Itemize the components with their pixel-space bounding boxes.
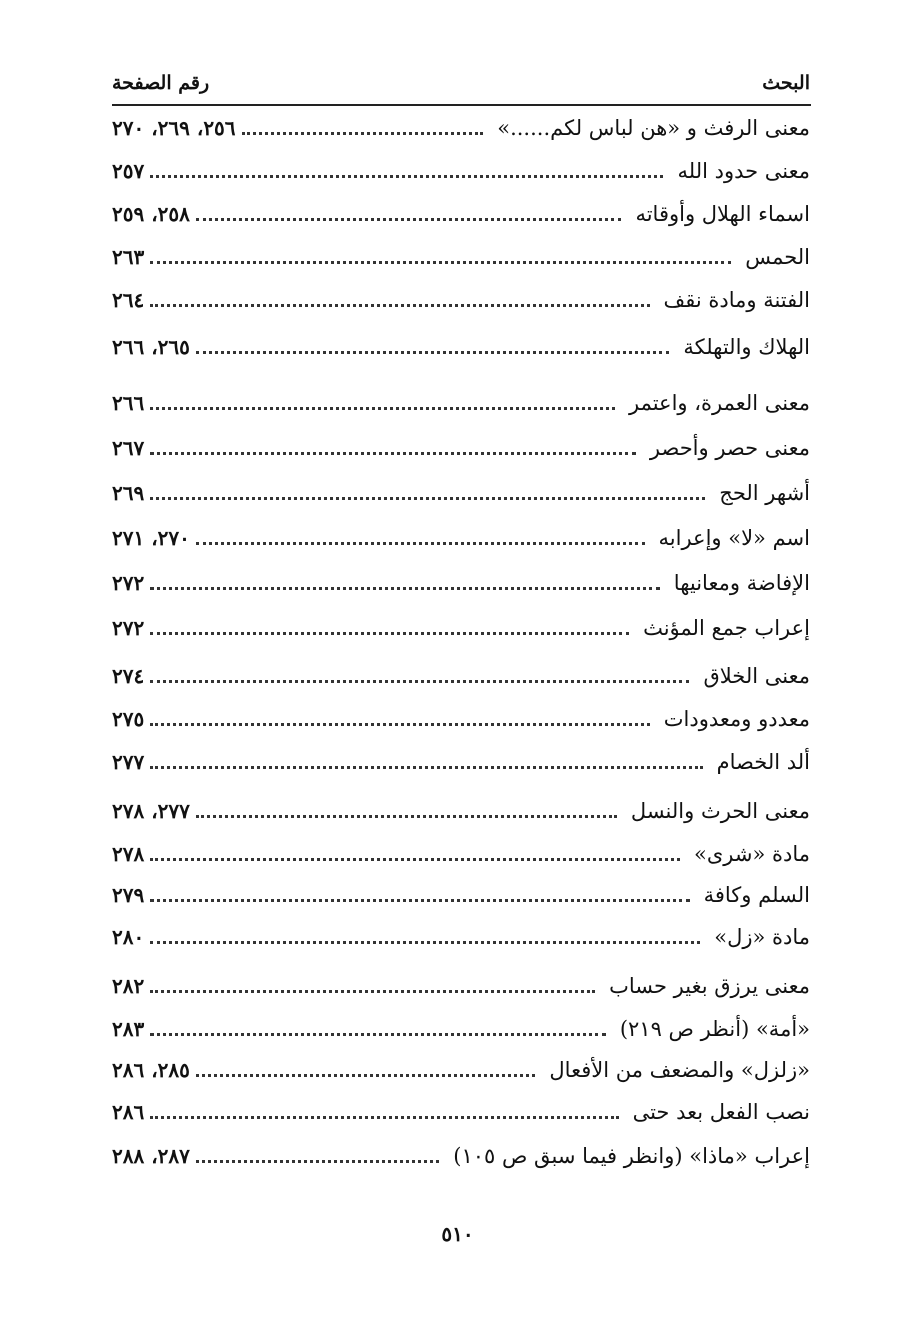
- page-number-column-heading: رقم الصفحة: [112, 72, 210, 94]
- toc-entry-title: معنى الخلاق: [703, 664, 810, 688]
- toc-entry-title: نصب الفعل بعد حتى: [632, 1100, 810, 1124]
- leader-dots: [150, 723, 650, 726]
- toc-entry: [112, 793, 810, 829]
- toc-entry: [112, 744, 810, 780]
- toc-entry-pages: ٢٦٧: [112, 436, 145, 460]
- toc-entry-pages: ٢٧٢: [112, 571, 145, 595]
- toc-entry-pages: ٢٨٥، ٢٨٦: [112, 1058, 190, 1082]
- topic-column-heading: البحث: [762, 72, 810, 94]
- toc-entry-pages: ٢٨٣: [112, 1017, 145, 1041]
- toc-entry-title: اسم «لا» وإعرابه: [658, 526, 810, 550]
- toc-entry-title: إعراب جمع المؤنث: [643, 616, 810, 640]
- toc-entry: [112, 658, 810, 694]
- toc-entry: [112, 196, 810, 232]
- leader-dots: [150, 304, 649, 307]
- toc-entry-title: «أمة» (أنظر ص ٢١٩): [619, 1017, 810, 1041]
- toc-entry-title: الإفاضة ومعانيها: [673, 571, 810, 595]
- toc-entry-title: مادة «زل»: [714, 925, 810, 949]
- header-rule: [112, 104, 811, 106]
- leader-dots: [196, 218, 622, 221]
- toc-entry-pages: ٢٧٩: [112, 883, 145, 907]
- toc-entry-pages: ٢٨٠: [112, 925, 145, 949]
- leader-dots: [242, 132, 484, 135]
- toc-entry-title: السلم وكافة: [703, 883, 810, 907]
- leader-dots: [150, 899, 689, 902]
- toc-entry-pages: ٢٥٦، ٢٦٩، ٢٧٠: [112, 116, 236, 140]
- toc-entry-pages: ٢٨٧، ٢٨٨: [112, 1144, 190, 1168]
- toc-entry: [112, 110, 810, 146]
- leader-dots: [196, 1160, 439, 1163]
- leader-dots: [150, 1033, 606, 1036]
- leader-dots: [150, 497, 705, 500]
- toc-entry: [112, 430, 810, 466]
- toc-entry-title: اسماء الهلال وأوقاته: [635, 202, 810, 226]
- toc-entry: [112, 565, 810, 601]
- toc-entry-title: معددو ومعدودات: [663, 707, 810, 731]
- toc-entry: [112, 877, 810, 913]
- toc-entry-title: إعراب «ماذا» (وانظر فيما سبق ص ١٠٥): [453, 1144, 810, 1168]
- toc-entry-pages: ٢٥٧: [112, 159, 145, 183]
- toc-entry-pages: ٢٨٢: [112, 974, 145, 998]
- leader-dots: [196, 542, 645, 545]
- toc-entry: [112, 836, 810, 872]
- toc-entry-pages: ٢٧٢: [112, 616, 145, 640]
- toc-entry-title: مادة «شرى»: [694, 842, 810, 866]
- toc-entry: [112, 1011, 810, 1047]
- toc-entry-title: «زلزل» والمضعف من الأفعال: [549, 1058, 810, 1082]
- toc-entry-title: معنى الرفث و «هن لباس لكم......»: [497, 116, 810, 140]
- leader-dots: [150, 452, 636, 455]
- toc-entry-title: معنى حصر وأحصر: [649, 436, 810, 460]
- leader-dots: [150, 632, 629, 635]
- toc-entry: [112, 919, 810, 955]
- toc-entry: [112, 701, 810, 737]
- toc-entry-title: معنى الحرث والنسل: [630, 799, 810, 823]
- toc-entry: [112, 520, 810, 556]
- toc-entry-pages: ٢٦٤: [112, 288, 145, 312]
- toc-entry-title: ألد الخصام: [716, 750, 810, 774]
- toc-entry: [112, 1052, 810, 1088]
- toc-entry-pages: ٢٧٥: [112, 707, 145, 731]
- page-header: [112, 72, 810, 100]
- toc-entry-title: معنى حدود الله: [677, 159, 810, 183]
- toc-entry: [112, 329, 810, 365]
- leader-dots: [196, 1074, 536, 1077]
- toc-entry-pages: ٢٦٩: [112, 481, 145, 505]
- toc-entry-pages: ٢٧٧: [112, 750, 145, 774]
- toc-entry-pages: ٢٦٦: [112, 391, 145, 415]
- toc-entry-pages: ٢٥٨، ٢٥٩: [112, 202, 190, 226]
- leader-dots: [196, 815, 617, 818]
- toc-entry-title: أشهر الحج: [719, 481, 810, 505]
- toc-entry: [112, 968, 810, 1004]
- leader-dots: [150, 858, 680, 861]
- toc-entry: [112, 282, 810, 318]
- toc-entry: [112, 610, 810, 646]
- leader-dots: [150, 587, 660, 590]
- toc-entry-pages: ٢٨٦: [112, 1100, 145, 1124]
- leader-dots: [150, 680, 689, 683]
- toc-entry: [112, 153, 810, 189]
- toc-entry-pages: ٢٦٣: [112, 245, 145, 269]
- toc-entry-title: الفتنة ومادة نقف: [663, 288, 810, 312]
- toc-entry-pages: ٢٧٠، ٢٧١: [112, 526, 190, 550]
- toc-entry-title: الحمس: [745, 245, 810, 269]
- toc-entry: [112, 475, 810, 511]
- toc-entry-pages: ٢٦٥، ٢٦٦: [112, 335, 190, 359]
- toc-entry-pages: ٢٧٤: [112, 664, 145, 688]
- page-number: ٥١٠: [441, 1222, 474, 1246]
- leader-dots: [150, 941, 700, 944]
- leader-dots: [150, 990, 595, 993]
- toc-entry-title: معنى العمرة، واعتمر: [628, 391, 810, 415]
- toc-entry-pages: ٢٧٨: [112, 842, 145, 866]
- leader-dots: [196, 351, 669, 354]
- leader-dots: [150, 175, 663, 178]
- toc-entry-title: معنى يرزق بغير حساب: [609, 974, 810, 998]
- leader-dots: [150, 1116, 618, 1119]
- toc-entry: [112, 385, 810, 421]
- toc-entry: [112, 1138, 810, 1174]
- toc-entry-pages: ٢٧٧، ٢٧٨: [112, 799, 190, 823]
- leader-dots: [150, 407, 615, 410]
- toc-entry: [112, 239, 810, 275]
- toc-entry: [112, 1094, 810, 1130]
- toc-entry-title: الهلاك والتهلكة: [683, 335, 810, 359]
- leader-dots: [150, 766, 702, 769]
- leader-dots: [150, 261, 731, 264]
